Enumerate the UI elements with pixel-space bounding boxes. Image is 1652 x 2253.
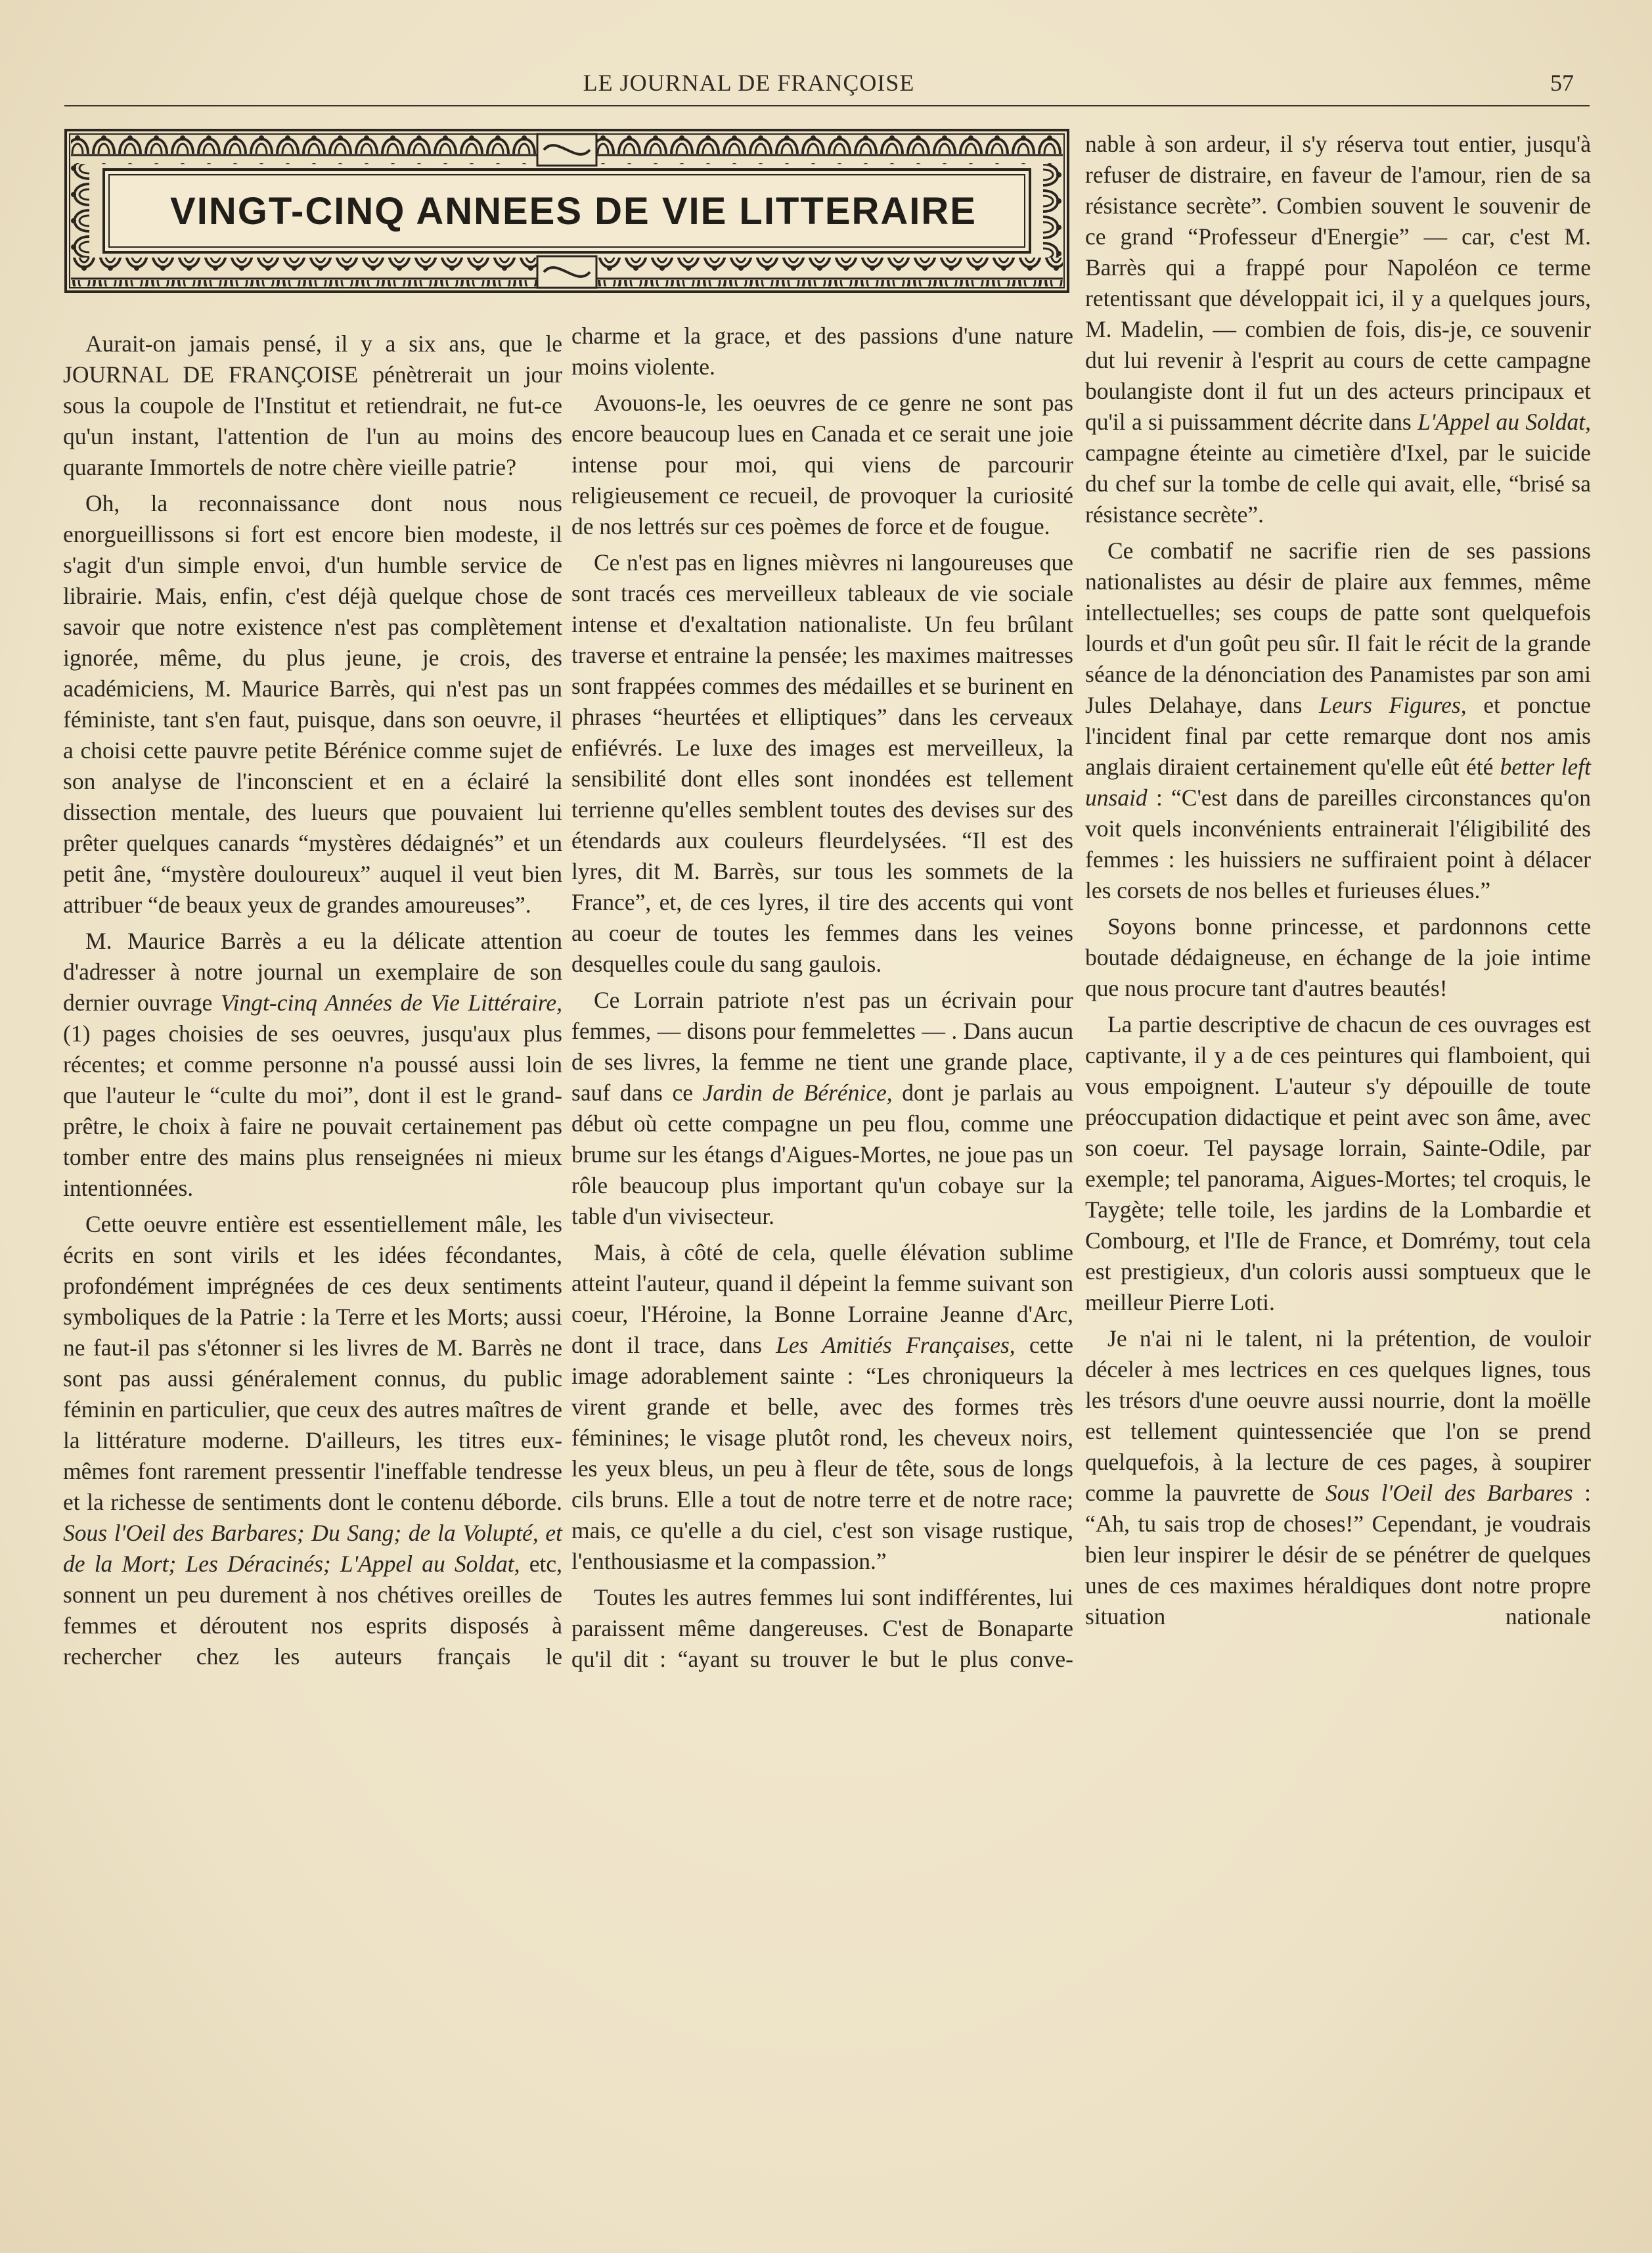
paragraph [63, 1209, 562, 1672]
book-title: Jardin de Bérénice, [702, 1080, 893, 1106]
paragraph: Oh, la reconnaissance dont nous nous enorgueillissons si fort est encore bien modeste, il s'agit d'un simple envoi, d'un humble service de librairie. Mais, enfin, c'est déjà quelque chose de savoir que notre existence n'est pas complètement ignorée, même, du plus jeune, je crois, des académiciens, M. Maurice Barrès, qui n'est pas un féministe, tant s'en faut, puisque, dans son oeuvre, il a choisi cette pauvre petite Bérénice comme sujet de son analyse de l'inconscient et en a éclairé la dissection mentale, des lueurs que pouvaient lui prêter quelques canards “mystères dédaignés” et un petit âne, “mystère douloureux” auquel il veut bien attribuer “de beaux yeux de grandes amoureuses”. [63, 490, 562, 918]
text-column-3 [1085, 129, 1591, 1637]
paragraph: Avouons-le, les oeuvres de ce genre ne sont pas encore beaucoup lues en Canada et ce serait une joie intense pour moi, qui viens de parcourir religieusement ce recueil, de provoquer la curiosité de nos lettrés sur ces poèmes de force et de fougue. [571, 390, 1073, 539]
text-run: : “Ah, tu sais trop de choses!” Cependant, je voudrais bien leur inspirer le désir de se pénétrer de quelques unes de ces maximes héraldiques dont notre propre situation nationale [1085, 1480, 1591, 1629]
article-title: VINGT-CINQ ANNEES DE VIE LITTERAIRE [170, 189, 977, 233]
book-title: Sous l'Oeil des Barbares [1326, 1480, 1573, 1506]
text-run: Cette oeuvre entière est essentiellement mâle, les écrits en sont virils et les idées fécondantes, profondément imprégnées de ces deux sentiments symboliques de la Patrie : la Terre et les Morts; aussi ne faut-il pas s'étonner si les livres de M. Barrès ne sont pas aussi généralement connus, du public féminin en particulier, que ceux des autres maîtres de la littérature moderne. D'ailleurs, les titres eux-mêmes font rarement pressentir l'ineffable tendresse et la richesse de sentiments dont le contenu déborde. [63, 1211, 562, 1515]
text-run: M. Maurice Barrès a eu la délicate attention d'adresser à notre journal un exemplaire de son dernier ouvrage [63, 928, 562, 1016]
page-number: 57 [1550, 70, 1574, 96]
paragraph [1085, 535, 1591, 906]
book-title: Vingt-cinq Années de Vie Littéraire, [220, 990, 563, 1016]
text-run: Je n'ai ni le talent, ni la prétention, de vouloir déceler à mes lectrices en ces quelques lignes, tous les trésors d'une oeuvre aussi nourrie, dont la moëlle est tellement quintessenciée que l'on se prend quelquefois, à la lecture de ces pages, à soupirer comme la pauvrette de [1085, 1325, 1591, 1506]
header-rule [64, 105, 1590, 106]
text-run: dont je parlais au début où cette compagne un peu flou, comme une brume sur les étangs d'Aigues-Mortes, ne joue pas un rôle beaucoup plus important qu'un cobaye sur la table d'un vivisecteur. [571, 1080, 1073, 1229]
paragraph [571, 985, 1073, 1232]
paragraph [1085, 1323, 1591, 1632]
paragraph: La partie descriptive de chacun de ces ouvrages est captivante, il y a de ces peintures qui flamboient, qui vous empoignent. L'auteur s'y dépouille de toute préoccupation didactique et peint avec son âme, avec son coeur. Tel paysage lorrain, Sainte-Odile, par exemple; tel panorama, Aigues-Mortes; tel croquis, le Taygète; telle toile, les jardins de la Lombardie et Combourg, et l'Ile de France, et Domrémy, tout cela est prestigieux, d'un coloris aussi somptueux que le meilleur Pierre Loti. [1085, 1011, 1591, 1315]
paragraph: charme et la grace, et des passions d'une nature moins violente. [571, 323, 1073, 380]
paragraph: Toutes les autres femmes lui sont indifférentes, lui paraissent même dangereuses. C'est de Bonaparte qu'il dit : “ayant su trouver le but le plus conve- [571, 1584, 1073, 1672]
book-title: Les Amitiés Françaises, [776, 1332, 1016, 1358]
paragraph [63, 926, 562, 1204]
journal-title: LE JOURNAL DE FRANÇOISE [583, 70, 915, 96]
english-phrase: better left unsaid [1085, 754, 1591, 811]
text-run: campagne éteinte au cimetière d'Ixel, par le suicide du chef sur la tombe de celle qui avait, elle, “brisé sa résistance secrète”. [1085, 440, 1591, 528]
text-run: et ponctue l'incident final par cette remarque dont nos amis anglais diraient certainement qu'elle eût été [1085, 692, 1592, 780]
paragraph: Soyons bonne princesse, et pardonnons cette boutade dédaigneuse, en échange de la joie intime que nous procure tant d'autres beautés! [1085, 913, 1591, 1001]
text-run: : “C'est dans de pareilles circonstances qu'on voit quels inconvénients entrainerait l'éligibilité des femmes : les huissiers ne suffiraient point à délacer les corsets de nos belles et furieuses élues.” [1085, 785, 1591, 903]
paragraph: Ce n'est pas en lignes mièvres ni langoureuses que sont tracés ces merveilleux tableaux de vie sociale intense et d'exaltation nationaliste. Un feu brûlant traverse et entraine la pensée; les maximes maitresses sont frappées commes des médailles et se burinent en phrases “heurtées et elliptiques” dans les cerveaux enfiévrés. Le luxe des images est merveilleux, la sensibilité dont elles sont inondées est tellement terrienne qu'elles semblent toutes des devises sur des étendards aux couleurs fleurdelysées. “Il est des lyres, dit M. Barrès, sur tous les sommets de la France”, et, de ces lyres, il tire des accents qui vont au coeur de toutes les femmes dans les veines desquelles coule du sang gaulois. [571, 549, 1073, 977]
text-run: (1) pages choisies de ses oeuvres, jusqu'aux plus récentes; et comme personne n'a poussé aussi loin que l'auteur le “culte du moi”, dont il est le grand-prêtre, le choix à faire ne pouvait certainement pas tomber entre des mains plus renseignées ni mieux intentionnées. [63, 1020, 562, 1201]
text-run: Mais, à côté de cela, quelle élévation sublime atteint l'auteur, quand il dépeint la femme suivant son coeur, l'Héroine, la Bonne Lorraine Jeanne d'Arc, dont il trace, dans [571, 1239, 1073, 1358]
text-run: Ce combatif ne sacrifie rien de ses passions nationalistes au désir de plaire aux femmes, même intellectuelles; ses coups de patte sont quelquefois lourds et d'un goût peu sûr. Il fait le récit de la grande séance de la dénonciation des Panamistes par son ami Jules Delahaye, dans [1085, 537, 1591, 718]
book-title: L'Appel au Soldat, [1418, 409, 1591, 435]
paragraph [571, 1237, 1073, 1577]
text-run: Ce Lorrain patriote n'est pas un écrivain pour femmes, — disons pour femmelettes — . Dans aucun de ses livres, la femme ne tient une grande place, sauf dans ce [571, 987, 1073, 1106]
text-run: etc, sonnent un peu durement à nos chétives oreilles de femmes et déroutent nos esprits disposés à rechercher chez les auteurs français le [63, 1551, 562, 1670]
paragraph: Aurait-on jamais pensé, il y a six ans, que le JOURNAL DE FRANÇOISE pénètrerait un jour sous la coupole de l'Institut et retiendrait, ne fut-ce qu'un instant, l'attention de l'un au moins des quarante Immortels de notre chère vieille patrie? [63, 330, 562, 480]
book-titles: Sous l'Oeil des Barbares; Du Sang; de la Volupté, et de la Mort; Les Déracinés; L'Appel au Soldat, [63, 1520, 562, 1577]
title-banner [64, 129, 1069, 293]
text-run: cette image adorablement sainte : “Les chroniqueurs la virent grande et belle, avec des formes très féminines; le visage plutôt rond, les cheveux noirs, les yeux bleus, un peu à fleur de tête, sous de longs cils bruns. Elle a tout de notre terre et de notre race; mais, ce qu'elle a du ciel, c'est son visage rustique, l'enthousiasme et la compassion.” [571, 1332, 1074, 1574]
text-run: nable à son ardeur, il s'y réserva tout entier, jusqu'à refuser de distraire, en faveur de l'amour, rien de sa résistance secrète”. Combien souvent le souvenir de ce grand “Professeur d'Energie” — car, c'est M. Barrès qui a frappé pour Napoléon ce terme retentissant que développait ici, il y a quelques jours, M. Madelin, — combien de fois, dis-je, ce souvenir dut lui revenir à l'esprit au cours de cette campagne boulangiste dont il fut un des acteurs principaux et qu'il a si puissamment décrite dans [1085, 131, 1591, 435]
text-column-1 [63, 329, 562, 1677]
paragraph [1085, 129, 1591, 530]
text-column-2 [571, 321, 1073, 1680]
book-title: Leurs Figures, [1319, 692, 1467, 718]
